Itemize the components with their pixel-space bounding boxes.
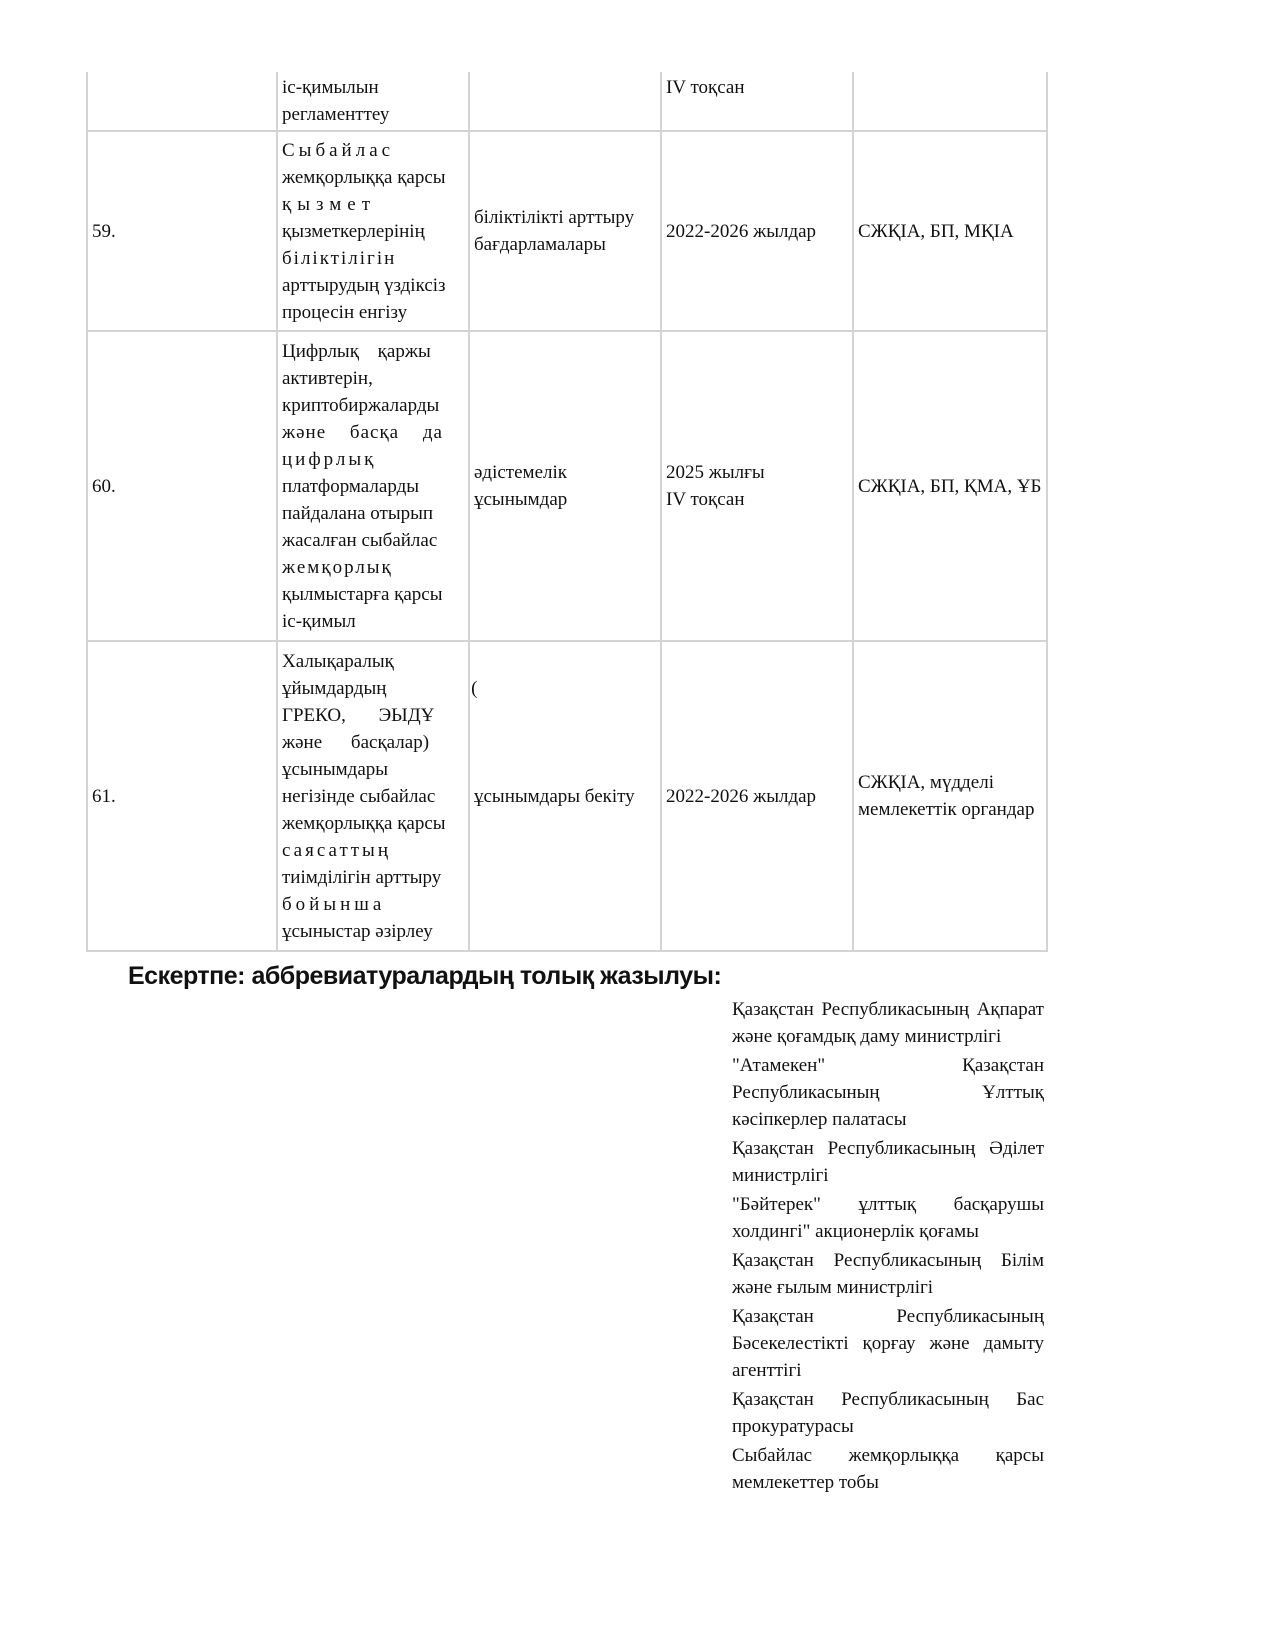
- form-cell: [469, 72, 661, 131]
- activity-line: ұсыныстар әзірлеу: [282, 920, 433, 942]
- activity-line: жемқорлыққа қарсы: [282, 166, 446, 188]
- abbreviation-item: Қазақстан Республикасының Әділет министрлігі: [732, 1138, 1044, 1186]
- activity-line: активтерін,: [282, 367, 373, 389]
- term-cell: IV тоқсан: [661, 72, 853, 131]
- activity-line: платформаларды: [282, 475, 420, 497]
- table-row: [87, 331, 1047, 641]
- abbreviation-item: Қазақстан Республикасының Білім және ғылым министрлігі: [732, 1250, 1044, 1298]
- action-plan-table: [86, 72, 1048, 952]
- abbreviations-note-title: Ескертпе: аббревиатуралардың толық жазылуы:: [128, 962, 722, 990]
- activity-line: цифрлық: [282, 448, 377, 470]
- activity-line: іс-қимылын: [282, 77, 379, 98]
- abbreviation-item: Сыбайлас жемқорлыққа қарсы мемлекеттер тобы: [732, 1445, 1044, 1493]
- activity-line: бойынша: [282, 893, 386, 915]
- activity-line: жасалған сыбайлас: [282, 529, 438, 551]
- activity-line: және басқалар): [282, 731, 430, 753]
- row-number-cell: 60.: [87, 331, 277, 641]
- activity-line: жемқорлық: [282, 556, 393, 578]
- activity-line: Сыбайлас: [282, 139, 395, 161]
- form-cell: біліктілікті арттыру бағдарламалары: [469, 131, 661, 331]
- executors-cell: СЖҚІА, мүдделі мемлекеттік органдар: [853, 641, 1047, 951]
- activity-line: процесін енгізу: [282, 301, 408, 323]
- executors-cell: СЖҚІА, БП, МҚІА: [853, 131, 1047, 331]
- table-row: [87, 641, 1047, 951]
- abbreviation-item: Қазақстан Республикасының Бас прокуратурасы: [732, 1389, 1044, 1437]
- activity-line: негізінде сыбайлас: [282, 785, 436, 807]
- activity-line: ұсынымдары: [282, 758, 389, 780]
- form-cell: әдістемелік ұсынымдар: [469, 331, 661, 641]
- table-row: [87, 131, 1047, 331]
- activity-line: саясаттың: [282, 839, 391, 861]
- row-number-cell: 61.: [87, 641, 277, 951]
- activity-line: және басқа да: [282, 421, 443, 443]
- activity-line: пайдалана отырып: [282, 502, 434, 524]
- activity-line: жемқорлыққа қарсы: [282, 812, 446, 834]
- activity-line: криптобиржаларды: [282, 394, 440, 416]
- abbreviation-item: Қазақстан Республикасының Ақпарат және қоғамдық даму министрлігі: [732, 999, 1044, 1047]
- abbreviations-list: [732, 996, 1044, 1498]
- row-number-cell: 59.: [87, 131, 277, 331]
- table-row: [87, 72, 1047, 131]
- activity-line: регламенттеу: [282, 104, 390, 125]
- activity-line: ГРЕКО, ЭЫДҰ: [282, 704, 435, 726]
- executors-cell: [853, 72, 1047, 131]
- activity-line: Халықаралық: [282, 650, 394, 672]
- term-cell: 2022-2026 жылдар: [661, 641, 853, 951]
- activity-line: тиімділігін арттыру: [282, 866, 442, 888]
- executors-cell: СЖҚІА, БП, ҚМА, ҰБ: [853, 331, 1047, 641]
- activity-line: іс-қимыл: [282, 610, 356, 632]
- activity-line: қызметкерлерінің: [282, 220, 425, 242]
- row-number-cell: [87, 72, 277, 131]
- activity-line: қызмет: [282, 193, 376, 215]
- activity-line: қылмыстарға қарсы: [282, 583, 443, 605]
- abbreviation-item: Қазақстан Республикасының Бәсекелестікті қорғау және дамыту агенттігі: [732, 1306, 1044, 1381]
- form-cell: ұсынымдары бекіту: [469, 641, 661, 951]
- activity-cell: [277, 131, 469, 331]
- activity-cell: [277, 641, 478, 951]
- activity-cell: [277, 331, 469, 641]
- term-cell: [661, 331, 853, 641]
- abbreviation-item: "Атамекен" Қазақстан Республикасының Ұлттық кәсіпкерлер палатасы: [732, 1055, 1044, 1130]
- abbreviation-item: "Бәйтерек" ұлттық басқарушы холдингі" акционерлік қоғамы: [732, 1194, 1044, 1242]
- activity-line: біліктілігін: [282, 247, 397, 269]
- activity-cell: [277, 72, 469, 131]
- activity-line: ұйымдардың (: [282, 677, 478, 699]
- activity-line: Цифрлық қаржы: [282, 340, 431, 362]
- term-cell: 2022-2026 жылдар: [661, 131, 853, 331]
- activity-line: арттырудың үздіксіз: [282, 274, 446, 296]
- term-line: 2025 жылғы: [666, 462, 765, 483]
- term-line: IV тоқсан: [666, 489, 745, 510]
